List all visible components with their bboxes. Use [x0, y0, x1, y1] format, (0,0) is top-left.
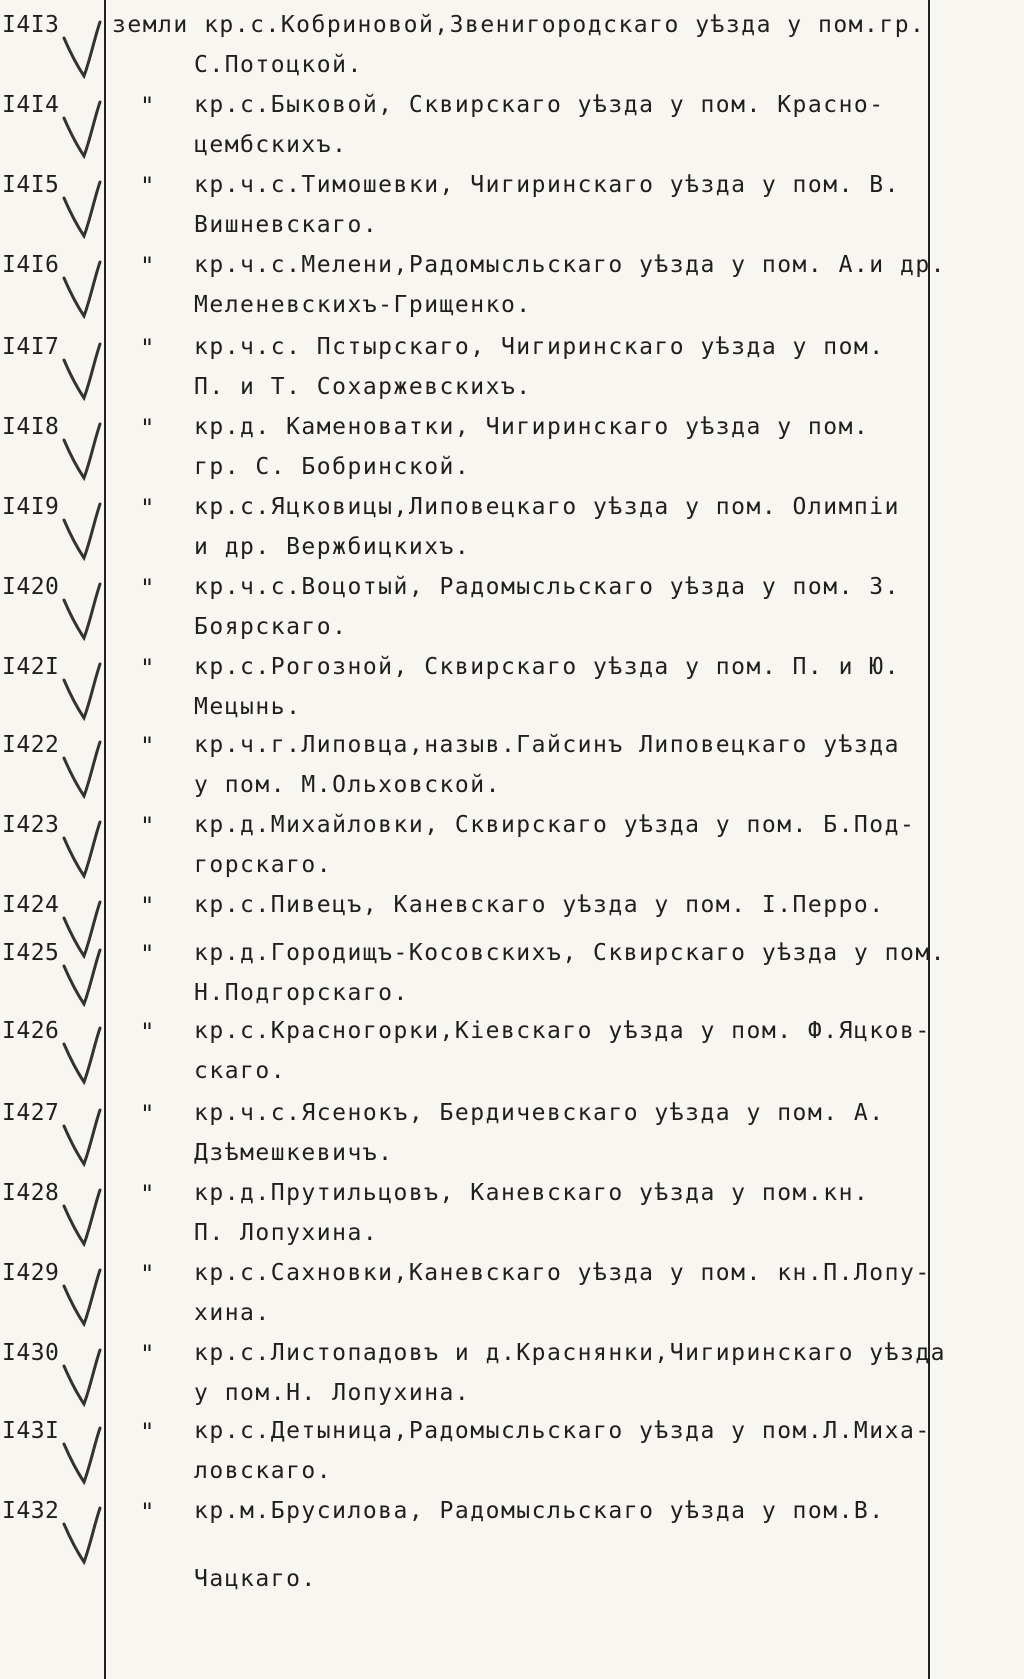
- entry-text-line-2: Н.Подгорскаго.: [194, 980, 409, 1006]
- entry-number: I432: [2, 1498, 60, 1524]
- entry-text-line-1: кр.с.Яцковицы,Липовецкаго уѣзда у пом. Олимпіи: [194, 494, 900, 520]
- entry-text-line-1: кр.ч.с.Воцотый, Радомысльскаго уѣзда у пом. З.: [194, 574, 900, 600]
- entry-text-line-2: П. Лопухина.: [194, 1220, 379, 1246]
- ditto-mark: ": [140, 732, 155, 760]
- check-mark-icon: [56, 944, 112, 1014]
- check-mark-icon: [56, 96, 112, 166]
- entry-text-line-2: у пом. М.Ольховской.: [194, 772, 501, 798]
- ditto-mark: ": [140, 1100, 155, 1128]
- entry-text-line-2: Меленевскихъ-Грищенко.: [194, 292, 532, 318]
- entry-text-line-2: П. и Т. Сохаржевскихъ.: [194, 374, 532, 400]
- entry-number: I423: [2, 812, 60, 838]
- entry-text-line-1: кр.с.Рогозной, Сквирскаго уѣзда у пом. П. и Ю.: [194, 654, 900, 680]
- entry-number: I429: [2, 1260, 60, 1286]
- ditto-mark: ": [140, 1260, 155, 1288]
- entry-text-line-2: Мецынь.: [194, 694, 302, 720]
- check-mark-icon: [56, 1264, 112, 1334]
- entry-text-line-2: гр. С. Бобринской.: [194, 454, 471, 480]
- entry-text-line-1: кр.д.Городищъ-Косовскихъ, Сквирскаго уѣзда у пом.: [194, 940, 947, 966]
- entry-text-line-1: кр.с.Листопадовъ и д.Краснянки,Чигиринскаго уѣзда: [194, 1340, 947, 1366]
- entry-text-line-1: кр.с.Сахновки,Каневскаго уѣзда у пом. кн.П.Лопу-: [194, 1260, 931, 1286]
- entry-text-line-2: ловскаго.: [194, 1458, 333, 1484]
- entry-text-line-1: кр.с.Пивецъ, Каневскаго уѣзда у пом. I.Перро.: [194, 892, 885, 918]
- check-mark-icon: [56, 578, 112, 648]
- ditto-mark: ": [140, 940, 155, 968]
- entry-number: I4I8: [2, 414, 60, 440]
- entry-number: I425: [2, 940, 60, 966]
- entry-text-line-2: у пом.Н. Лопухина.: [194, 1380, 471, 1406]
- check-mark-icon: [56, 1344, 112, 1414]
- entry-text-line-1: кр.ч.с.Ясенокъ, Бердичевскаго уѣзда у пом. А.: [194, 1100, 885, 1126]
- ditto-mark: ": [140, 892, 155, 920]
- entry-text-line-2: хина.: [194, 1300, 271, 1326]
- entry-number: I4I9: [2, 494, 60, 520]
- entry-text-line-1: кр.д.Михайловки, Сквирскаго уѣзда у пом. Б.Под-: [194, 812, 916, 838]
- ditto-mark: ": [140, 252, 155, 280]
- entry-text-line-2: горскаго.: [194, 852, 333, 878]
- entry-text-line-2: Чацкаго.: [194, 1566, 317, 1592]
- entry-text-line-1: кр.ч.г.Липовца,назыв.Гайсинъ Липовецкаго уѣзда: [194, 732, 900, 758]
- check-mark-icon: [56, 1422, 112, 1492]
- ditto-mark: ": [140, 1418, 155, 1446]
- ditto-mark: ": [140, 334, 155, 362]
- entry-text-line-2: Боярскаго.: [194, 614, 348, 640]
- ditto-mark: ": [140, 1018, 155, 1046]
- entry-text-line-1: кр.с.Красногорки,Кіевскаго уѣзда у пом. Ф.Яцков-: [194, 1018, 931, 1044]
- entry-number: I4I6: [2, 252, 60, 278]
- check-mark-icon: [56, 256, 112, 326]
- ditto-mark: ": [140, 92, 155, 120]
- ditto-mark: ": [140, 1340, 155, 1368]
- entry-text-line-1: кр.д.Прутильцовъ, Каневскаго уѣзда у пом.кн.: [194, 1180, 870, 1206]
- entry-text-line-1: кр.с.Детыница,Радомысльскаго уѣзда у пом.Л.Миха-: [194, 1418, 931, 1444]
- check-mark-icon: [56, 338, 112, 408]
- entry-number: I422: [2, 732, 60, 758]
- check-mark-icon: [56, 498, 112, 568]
- ditto-mark: ": [140, 812, 155, 840]
- entry-number: I430: [2, 1340, 60, 1366]
- entry-number: I42I: [2, 654, 60, 680]
- entry-text-line-1: кр.ч.с.Тимошевки, Чигиринскаго уѣзда у пом. В.: [194, 172, 900, 198]
- entry-text-line-2: цембскихъ.: [194, 132, 348, 158]
- ditto-mark: ": [140, 574, 155, 602]
- ditto-mark: ": [140, 1498, 155, 1526]
- entry-text-line-1: земли кр.с.Кобриновой,Звенигородскаго уѣзда у пом.гр.: [112, 12, 926, 38]
- ditto-mark: ": [140, 172, 155, 200]
- entry-text-line-2: Дзѣмешкевичъ.: [194, 1140, 394, 1166]
- entry-text-line-1: кр.с.Быковой, Сквирскаго уѣзда у пом. Красно-: [194, 92, 885, 118]
- ditto-mark: ": [140, 494, 155, 522]
- entry-text-line-1: кр.м.Брусилова, Радомысльскаго уѣзда у пом.В.: [194, 1498, 885, 1524]
- check-mark-icon: [56, 16, 112, 86]
- entry-number: I428: [2, 1180, 60, 1206]
- entry-number: I424: [2, 892, 60, 918]
- check-mark-icon: [56, 736, 112, 806]
- entry-number: I4I4: [2, 92, 60, 118]
- check-mark-icon: [56, 816, 112, 886]
- ditto-mark: ": [140, 1180, 155, 1208]
- entry-text-line-1: кр.ч.с. Пстырскаго, Чигиринскаго уѣзда у пом.: [194, 334, 885, 360]
- entry-number: I43I: [2, 1418, 60, 1444]
- entry-number: I420: [2, 574, 60, 600]
- entry-text-line-1: кр.д. Каменоватки, Чигиринскаго уѣзда у пом.: [194, 414, 870, 440]
- check-mark-icon: [56, 1104, 112, 1174]
- entry-text-line-2: скаго.: [194, 1058, 287, 1084]
- entry-text-line-1: кр.ч.с.Мелени,Радомысльскаго уѣзда у пом. А.и др.: [194, 252, 947, 278]
- ditto-mark: ": [140, 414, 155, 442]
- ditto-mark: ": [140, 654, 155, 682]
- check-mark-icon: [56, 418, 112, 488]
- check-mark-icon: [56, 1184, 112, 1254]
- entry-number: I4I5: [2, 172, 60, 198]
- entry-text-line-2: С.Потоцкой.: [194, 52, 363, 78]
- entry-text-line-2: и др. Вержбицкихъ.: [194, 534, 471, 560]
- entry-number: I4I3: [2, 12, 60, 38]
- entry-text-line-2: Вишневскаго.: [194, 212, 379, 238]
- check-mark-icon: [56, 176, 112, 246]
- entry-number: I426: [2, 1018, 60, 1044]
- entry-number: I4I7: [2, 334, 60, 360]
- check-mark-icon: [56, 1502, 112, 1572]
- check-mark-icon: [56, 1022, 112, 1092]
- entry-number: I427: [2, 1100, 60, 1126]
- check-mark-icon: [56, 658, 112, 728]
